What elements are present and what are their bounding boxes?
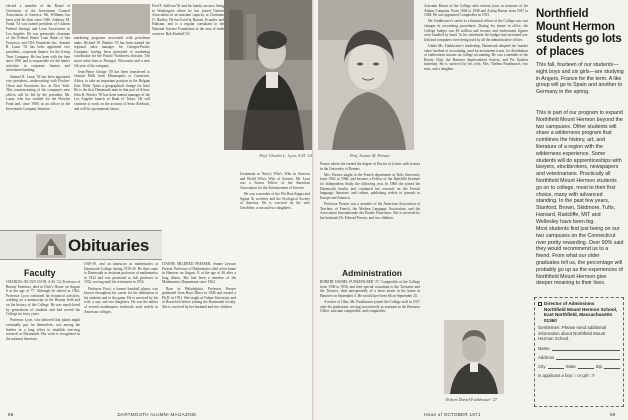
photo-caption-funkhouser: Robert Daniel Funkhouser '27 <box>446 397 498 402</box>
right-col2-para-3: Under Mr. Funkhouser's leadership, Dartmouth adopted the 'market value' method of accounting, used by investment trusts, for distribution of endowment income on college accounting. He was a member of the Rotary Club, the Hanover Improvement Society, and Psi Upsilon fraternity. He is survived by his wife, Mrs. Thelma Funkhouser, two sons, and a daughter. <box>424 43 528 71</box>
coupon-state-label: State <box>565 363 576 369</box>
faculty-col1-para-1: CHARLES JULIAN LYON, A.M. '24, Professor of Botany Emeritus, died in Dick's House on August 6 at the age of 77. Although he retired in 1963, Professor Lyon continued his botanical activities, working on a manuscript in the Botany field and on the history of the College. He was much-loved by generations of students and had served the College for forty years. <box>6 280 80 317</box>
coupon-checkbox-icon[interactable] <box>538 302 542 306</box>
faculty-col2-para-1: 1918-19, and an instructor in mathematics at Dartmouth College during 1919-20. He then came to Dartmouth as assistant professor of mathematics in 1922 and was promoted to full professor in 1932, serving until his retirement in 1954. <box>84 262 158 285</box>
left-folio <box>8 412 196 417</box>
coupon-line-1: Director of Admissions <box>544 301 595 306</box>
ad-body-1: This fall, fourteen of our students—eight boys and six girls—are studying in Angers, France for the term. A like group will go to Spain and another to Germany in the spring. <box>536 62 624 96</box>
faculty-col4-para-2: He was a member of the Phi Beta Kappa and Sigma Xi societies and the Ecological Society of America. He is survived by his wife Geraldine, a son and two daughters. <box>240 191 310 210</box>
coupon-name-label: Name <box>538 345 550 351</box>
ad-headline: Northfield Mount Hermon students go lots of places <box>536 8 622 58</box>
coupon-city-state-zip-field[interactable] <box>538 363 620 369</box>
funkhouser-photo-image <box>444 320 504 394</box>
right-folio <box>424 412 481 417</box>
right-column-1 <box>320 162 420 262</box>
left-col1-para-2: Samuel R. Lazar '54 has been appointed vice president—underwriting with Fischer-Olson and Associates Inc. in New York. This commissioning of the company's new offices will be led by the president, Mr. Lazar, who has worked for the Dreyfus Fund and, since 1969, as an officer in the Investment Company Institute. <box>6 74 70 111</box>
presser-photo-image <box>318 0 414 150</box>
right-col2-para-2: Mr. Funkhouser's career as a financial officer of the College saw vast changes in accounting procedures. During his tenure in office, the College budget was $3 million and income and endowment figures were handled by hand. At his retirement the budget had increased ten-fold and computers were being used by all the administrative offices. <box>424 19 528 42</box>
coupon-form <box>534 297 624 407</box>
funkhouser-photo <box>444 320 504 394</box>
faculty-col1-para-2: Professor Lyon, who believed that plants might eventually pay for themselves, was among the leaders in a long effort to establish tree-ring research at Dartmouth. His work is recognized in the national literature. <box>6 318 80 341</box>
right-page <box>314 0 628 420</box>
faculty-col4-para-1: Lieutenant in Navy's Who's Who in America and World Who's Who of Science, Mr. Lyon was a Senior Fellow of the American Association for the Advancement of Science. <box>240 172 310 190</box>
left-column-2 <box>74 36 150 176</box>
faculty-column-1 <box>6 280 80 408</box>
coupon-name-field[interactable] <box>538 345 620 351</box>
faculty-col3-para-2: Born in Philadelphia, Professor Presser graduated from Bryn Mawr in 1946 and earned a Ph.D. in 1951. She taught at Tulane University and at Haverford before joining the Dartmouth faculty. She is survived by her husband and two children. <box>162 286 236 309</box>
faculty-column-3 <box>162 262 236 408</box>
lyon-photo <box>224 0 314 150</box>
dartmouth-seal-icon <box>36 234 66 258</box>
lyon-portrait-photo <box>72 4 150 34</box>
left-column-1 <box>6 4 70 179</box>
left-col2-para-1: marketing programs associated with petroleum tanks. Richard W. Bunker '55 has been named the regional sales manager for Georgia-Pacific Company, having been promoted to marketing coordinator for the Pacific Northwest division. The move takes him to Portugal, Wisconsin and a new 5th year of the company. <box>74 36 150 68</box>
ad-body-2: This is part of our program to expand Northfield Mount Hermon beyond the two campuses. Other students will share a wilderness program that combines the history, art, and literature of a region with the wilderness experience. Some students will do apprenticeships with lawyers, stockbrokers, newspapers and veterinarians. Practically all Northfield Mount Hermon students go on to college, most to their first choice, many with advanced standing. In the past few years, Stanford, Brown, Skidmore, Tufts, Harvard, Radcliffe, MIT and Wellesley have been big. <box>536 110 623 225</box>
coupon-body: Gentlemen: Please send additional information about Northfield Mount Hermon School. <box>538 325 607 342</box>
obituaries-title: Obituaries <box>68 236 150 255</box>
left-folio-title: DARTMOUTH ALUMNI MAGAZINE <box>117 412 197 417</box>
faculty-column-4 <box>240 172 310 408</box>
coupon-header-2 <box>538 307 620 324</box>
lyon-photo-image <box>224 0 314 150</box>
photo-caption-presser: Prof. Ivanne M. Presser <box>350 153 391 158</box>
left-column-3 <box>152 4 224 229</box>
admin-para-2: A native of Ohio, Mr. Funkhouser joined the College staff in 1927 after his graduation, serving successively as assistant in the Business Office, assistant comptroller, and comptroller. <box>320 299 420 314</box>
right-column-2 <box>424 4 528 324</box>
right-col1-para-2: Mrs. Presser taught in the French department at Tufts University from 1962 to 1968, and became a Fellow of the Radcliffe Institute for Independent Study the following year. In 1968 she joined the Dartmouth faculty and continued her research on the French language, literature, and culture, publishing widely in journals in Europe and America. <box>320 172 420 200</box>
coupon-line-2: Northfield Mount Hermon School, East Northfield, Massachusetts 01360 <box>544 306 618 323</box>
coupon-zip-label: Zip <box>595 363 602 369</box>
faculty-column-2 <box>84 262 158 408</box>
obituaries-banner <box>0 230 162 260</box>
coupon-boy-girl[interactable]: Is applicant a boy □ or girl □? <box>538 372 595 378</box>
faculty-col2-para-2: Professor Frost, a former baseball player, was known throughout his career for his dedication to his students and to the game. He is survived by his wife, a son, and two daughters. He was the author of several mathematics textbooks used widely in American colleges. <box>84 286 158 314</box>
presser-photo <box>318 0 414 150</box>
ad-body-3: Most students find just being on our two campuses on the Connecticut river pretty rewarding. Over 90% said they would recommend us to a friend. From what our older graduates tell us, the percentage will probably go up as the experiences of Northfield Mount Hermon give deeper meaning to their lives. <box>536 226 624 287</box>
right-col1-para-1: France where she earned the degree of Doctor of Letters with honors in the University of Rennes. <box>320 162 420 171</box>
coupon-address-label: Address <box>538 354 555 360</box>
left-col3-para-1: Fred E. Sullivan '61 and his family are now living in Washington where he has joined Gemini Association in an assistant capacity to Chairman O. Hartley. He has lived in Hawaii, Ecuador, and Pakistan, and is a regular consultant to the National Science Foundation in the area of earth sciences. Bob Kimball '63 <box>152 4 224 36</box>
photo-caption-lyon: Prof. Charles L. Lyon, A.M. '24 <box>259 153 312 158</box>
admin-column <box>320 280 420 408</box>
right-col1-para-3: Professor Presser was a member of the American Association of Teachers of French, the Modern Language Association, and the Association Internationale des Etudes Francaises. She is survived by her husband, Dr. Edward Presser, and two children. <box>320 201 420 220</box>
right-col2-para-1: Assistant Bursar of the College after several years as treasurer of the Adams Company. From 1944 to 1948 and Acting Bursar from 1947 to 1948. He was appointed Comptroller in 1953. <box>424 4 528 18</box>
coupon-address-field[interactable] <box>538 354 620 360</box>
coupon-city-label: City <box>538 363 546 369</box>
right-folio-title: Issue of OCTOBER 1971 <box>424 412 481 417</box>
admin-para-1: ROBERT DANIEL FUNKHOUSER '27, Comptroller of the College from 1938 to 1956, and then special consultant to the Treasurer and the Trustees, died unexpectedly of a heart attack in his home in Hanover on September 3. He would have been 66 on September 25. <box>320 280 420 298</box>
left-col1-para-1: elected a member of the Board of Governors of the Investment Council Association of America. Mr. Williams has been with his firm since 1946. Anthony M. Frank '54 was named president of Citizens Federal Savings and Loan Association in Los Angeles. He was previously chairman of the Federal Home Loan Bank of San Francisco and INA Properties Inc. Samuel R. Lazar '54 has been appointed vice president—corporate finance for the Irving Trust Company. He has been with the firm since 1961 and is responsible for the bank's activities in corporate finance and investment banking. <box>6 4 70 73</box>
right-page-number: 89 <box>610 412 616 417</box>
faculty-heading: Faculty <box>24 268 56 278</box>
administration-heading: Administration <box>342 268 402 278</box>
left-col2-para-2: Jean-Pierre George '59 has been transferred to Gemini Mills from Minneapolis to Cameroon, Africa, to take an important position in the Belgian Gen. Mills. Quite a geographical change for him! He is the first Dartmouth man in that part of Africa. John R. Bowler '59 has been named manager of the Los Angeles branch of Bank of Tokyo. He will continue to work on the account of Sears Roebuck, and will be a permanent fixture. <box>74 69 150 111</box>
left-page-number: 88 <box>8 412 14 417</box>
faculty-col3-para-1: IVANNE MILDRED PRESSER, Jeanne Lawson Presser, Professor of Mathematics died at her home in Hanover on August 11 at the age of 46 after a long illness. She had been a member of the Mathematics Department since 1963. <box>162 262 236 285</box>
